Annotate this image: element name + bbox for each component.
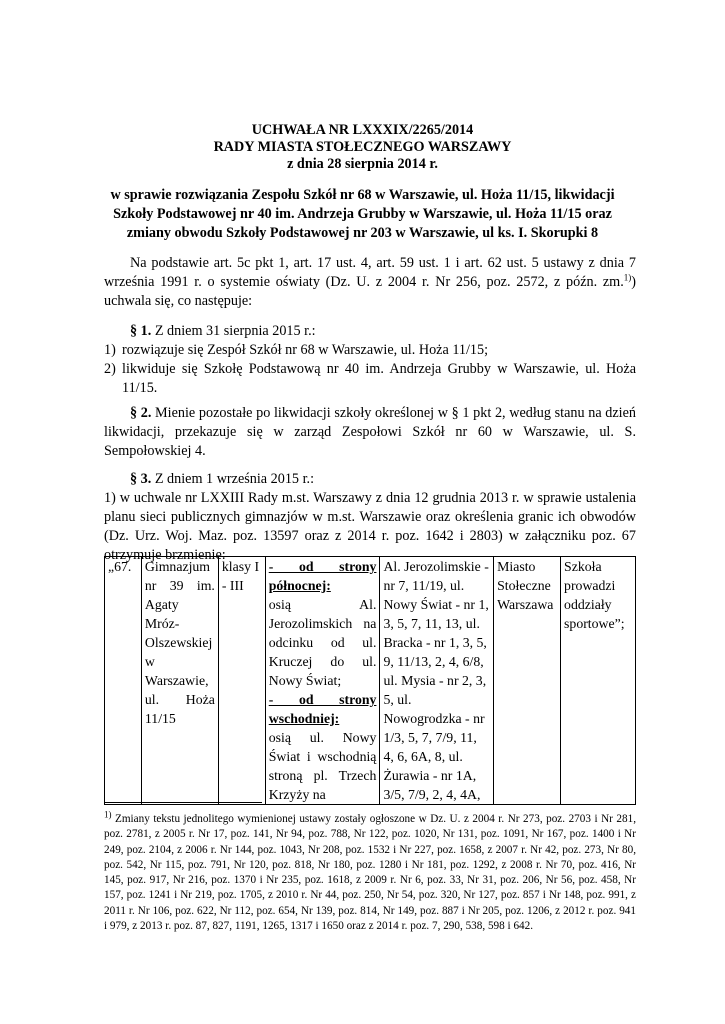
footnote-ref: 1) (623, 272, 632, 283)
subject-line-1: w sprawie rozwiązania Zespołu Szkół nr 68 w Warszawie, ul. Hoża 11/15, likwidacji (110, 187, 615, 203)
footnote-divider (104, 802, 262, 803)
resolution-date: z dnia 28 sierpnia 2014 r. (287, 156, 438, 172)
row-number: „67. (105, 557, 142, 805)
preamble: Na podstawie art. 5c pkt 1, art. 17 ust. 4, art. 59 ust. 1 i art. 62 ust. 5 ustawy z dnia 7 września 1991 r. o systemie oświaty (Dz. U. z 2004 r. Nr 256, poz. 2572, z późn. zm.$^{1)}$) uchwala się, co następuje: (104, 255, 636, 309)
table-row (105, 557, 636, 805)
section-1-item-1: 1) rozwiązuje się Zespół Szkół nr 68 w Warszawie, ul. Hoża 11/15; (104, 342, 489, 358)
school-name: Gimnazjum nr 39 im. Agaty Mróz-Olszewskiej w Warszawie, ul. Hoża 11/15 (141, 557, 218, 805)
subject-line-3: zmiany obwodu Szkoły Podstawowej nr 203 w Warszawie, ul ks. I. Skorupki 8 (126, 225, 599, 241)
governing-authority: Miasto Stołeczne Warszawa (494, 557, 561, 805)
section-3-item-1: 1) w uchwale nr LXXIII Rady m.st. Warszawy z dnia 12 grudnia 2013 r. w sprawie ustalenia planu sieci publicznych gimnazjów w m.st. Warszawie oraz określenia granic ich obwodów (Dz. Urz. Woj. Maz. poz. 13597 oraz z 2014 r. poz. 1642 i 2803) w załączniku poz. 67 otrzymuje brzmienie: (104, 490, 636, 563)
section-1-intro: § 1. Z dniem 31 sierpnia 2015 r.: (130, 323, 316, 339)
table-notes: Szkoła prowadzi oddziały sportowe”; (561, 557, 636, 805)
school-network-table (104, 556, 636, 805)
resolution-number: UCHWAŁA NR LXXXIX/2265/2014 (251, 122, 474, 138)
class-range: klasy I - III (218, 557, 265, 805)
subject-line-2: Szkoły Podstawowej nr 40 im. Andrzeja Grubby w Warszawie, ul. Hoża 11/15 oraz (113, 206, 612, 222)
streets-list: Al. Jerozolimskie - nr 7, 11/19, ul. Nowy Świat - nr 1, 3, 5, 7, 11, 13, ul. Bracka - nr 1, 3, 5, 9, 11/13, 2, 4, 6/8, ul. Mysia - nr 2, 3, 5, ul. Nowogrodzka - nr 1/3, 5, 7, 7/9, 11, 4, 6, 6A, 8, ul. Żurawia - nr 1A, 3/5, 7/9, 2, 4, 4A, (380, 557, 494, 805)
section-2: § 2. Mienie pozostałe po likwidacji szkoły określonej w § 1 pkt 2, według stanu na dzień likwidacji, przekazuje się w zarząd Zespołowi Szkół nr 60 w Warszawie, ul. S. Sempołowskiej 4. (104, 405, 637, 459)
footnote: $^{1)}$ Zmiany tekstu jednolitego wymienionej ustawy zostały ogłoszone w Dz. U. z 2004 r. Nr 273, poz. 2703 i Nr 281, poz. 2781, z 2005 r. Nr 17, poz. 141, Nr 94, poz. 788, Nr 122, poz. 1020, Nr 131, poz. 1091, Nr 167, poz. 1400 i Nr 249, poz. 2104, z 2006 r. Nr 144, poz. 1043, Nr 208, poz. 1532 i Nr 227, poz. 1658, z 2007 r. Nr 42, poz. 273, Nr 80, poz. 542, Nr 115, poz. 791, Nr 120, poz. 818, Nr 180, poz. 1280 i Nr 181, poz. 1292, z 2008 r. Nr 70, poz. 416, Nr 145, poz. 917, Nr 216, poz. 1370 i Nr 235, poz. 1618, z 2009 r. Nr 6, poz. 33, Nr 31, poz. 206, Nr 56, poz. 458, Nr 157, poz. 1241 i Nr 219, poz. 1705, z 2010 r. Nr 44, poz. 250, Nr 54, poz. 320, Nr 127, poz. 857 i Nr 148, poz. 991, z 2011 r. Nr 106, poz. 622, Nr 112, poz. 654, Nr 139, poz. 814, Nr 149, poz. 887 i Nr 205, poz. 1206, z 2012 r. poz. 941 i 979, z 2013 r. poz. 87, 827, 1191, 1265, 1317 i 1650 oraz z 2014 r. poz. 7, 290, 538, 598 i 642. (104, 809, 636, 933)
district-borders: - od strony północnej: osią Al. Jerozolimskich na odcinku od ul. Kruczej do ul. Nowy Świat; - od strony wschodniej: osią ul. Nowy Świat i wschodnią stroną pl. Trzech Krzyży na (265, 557, 380, 805)
issuing-body: RADY MIASTA STOŁECZNEGO WARSZAWY (213, 139, 512, 155)
section-1-item-2: 2) likwiduje się Szkołę Podstawową nr 40 im. Andrzeja Grubby w Warszawie, ul. Hoża 11/15. (104, 361, 636, 396)
section-3-intro: § 3. Z dniem 1 września 2015 r.: (130, 471, 315, 487)
